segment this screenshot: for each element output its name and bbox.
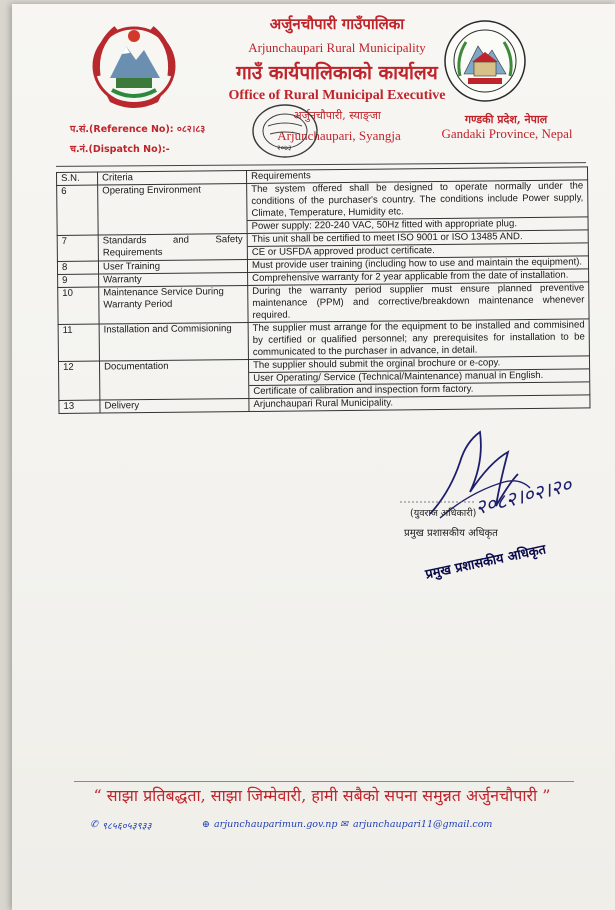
official-stamp-icon bbox=[250, 102, 320, 160]
address-nepali: अर्जुनचौपारी, स्याङ्जा bbox=[293, 109, 381, 122]
requirement-text: The supplier should submit the orginal brochure or e-copy. bbox=[252, 357, 501, 371]
footer-contacts bbox=[90, 819, 590, 835]
office-name-english: Office of Rural Municipal Executive bbox=[228, 88, 446, 103]
footer-divider bbox=[74, 781, 574, 782]
footer-website: arjunchauparimun.gov.np bbox=[214, 819, 338, 830]
requirements-table bbox=[56, 166, 591, 414]
requirement-text: The system offered shall be designed to operate normally under the conditions of the purchaser's country. The conditions include Power supply, Climate, Temperature, Humidity etc. bbox=[251, 180, 584, 219]
table-row bbox=[58, 319, 589, 362]
address-english: Arjunchaupari, Syangja bbox=[277, 128, 401, 143]
dispatch-number: च.नं.(Dispatch No):- bbox=[70, 144, 170, 155]
footer-email: arjunchaupari11@gmail.com bbox=[353, 819, 493, 830]
row-sn: 10 bbox=[58, 287, 99, 324]
footer-phone: ९८५६०५३९३३ bbox=[102, 821, 152, 832]
row-requirements bbox=[247, 180, 589, 234]
header-divider bbox=[56, 162, 586, 167]
signatory-name: (युवराज अधिकारी) bbox=[410, 508, 477, 519]
footer-motto: “ साझा प्रतिबद्धता, साझा जिम्मेवारी, हामी सबैको सपना समुन्नत अर्जुनचौपारी ” bbox=[93, 786, 551, 805]
header-sn: S.N. bbox=[57, 172, 98, 185]
globe-icon: ⊕ bbox=[202, 819, 210, 830]
office-name-nepali: गाउँ कार्यपालिकाको कार्यालय bbox=[236, 62, 438, 84]
municipality-seal-icon bbox=[442, 18, 528, 104]
row-requirements: Arjunchaupari Rural Municipality. bbox=[249, 395, 590, 412]
row-sn: 8 bbox=[57, 261, 98, 274]
row-requirements: During the warranty period supplier must ensure planned preventive maintenance (PPM) and corrective/breakdown maintenance whenever required. bbox=[248, 282, 589, 323]
row-sn: 12 bbox=[58, 361, 99, 400]
signatory-title: प्रमुख प्रशासकीय अधिकृत bbox=[404, 528, 498, 539]
table-row bbox=[57, 180, 588, 236]
header-requirements: Requirements bbox=[246, 167, 587, 184]
row-requirements bbox=[248, 356, 589, 399]
document-page bbox=[12, 4, 615, 910]
letterhead bbox=[12, 4, 615, 164]
requirement-text: This unit shall be certified to meet ISO 9001 or ISO 13485 AND. bbox=[251, 231, 523, 245]
row-requirements: The supplier must arrange for the equipment to be installed and commisined by certified or qualified personnel; any prerequisites for installation to be communicated to the purchaser in advance, in detail. bbox=[248, 319, 589, 360]
row-criteria: User Training bbox=[98, 260, 247, 275]
province-english: Gandaki Province, Nepal bbox=[441, 126, 573, 141]
row-sn: 13 bbox=[59, 400, 100, 413]
reference-number: प.सं.(Reference No): ०८२।८३ bbox=[70, 124, 206, 135]
province-nepali: गण्डकी प्रदेश, नेपाल bbox=[464, 113, 548, 126]
row-criteria: Standards and Safety Requirements bbox=[98, 234, 247, 262]
row-criteria: Documentation bbox=[99, 359, 248, 400]
requirement-extra: CE or USFDA approved product certificate. bbox=[248, 242, 588, 259]
row-criteria: Installation and Commisioning bbox=[99, 322, 248, 361]
row-sn: 7 bbox=[57, 235, 98, 261]
signatory-stamp: प्रमुख प्रशासकीय अधिकृत bbox=[424, 542, 548, 583]
table-row bbox=[58, 282, 589, 325]
row-requirements: Comprehensive warranty for 2 year applicable from the date of installation. bbox=[248, 269, 589, 286]
row-sn: 6 bbox=[57, 185, 99, 235]
table-row bbox=[58, 356, 589, 401]
row-criteria: Operating Environment bbox=[98, 184, 248, 236]
nepal-emblem-icon bbox=[86, 16, 182, 112]
phone-icon: ✆ bbox=[90, 819, 98, 830]
requirement-extra-2: Certificate of calibration and inspection form factory. bbox=[249, 381, 589, 398]
row-requirements bbox=[247, 230, 588, 260]
row-requirements: Must provide user training (including how to use and maintain the equipment). bbox=[247, 256, 588, 273]
requirement-extra: User Operating/ Service (Technical/Maintenance) manual in English. bbox=[249, 368, 589, 385]
requirement-extra: Power supply: 220-240 VAC, 50Hz fitted with appropriate plug. bbox=[248, 216, 588, 233]
row-criteria: Warranty bbox=[99, 272, 248, 287]
municipality-name-english: Arjunchaupari Rural Municipality bbox=[248, 40, 426, 55]
row-criteria: Delivery bbox=[100, 398, 249, 413]
row-sn: 9 bbox=[58, 274, 99, 287]
signature-date: २०८२।०२।२० bbox=[472, 472, 574, 520]
mail-icon: ✉ bbox=[340, 819, 348, 830]
municipality-name-nepali: अर्जुनचौपारी गाउँपालिका bbox=[269, 15, 405, 33]
svg-text:२०७३: २०७३ bbox=[277, 144, 292, 152]
header-criteria: Criteria bbox=[98, 171, 247, 186]
row-criteria: Maintenance Service During Warranty Period bbox=[99, 285, 248, 324]
row-sn: 11 bbox=[58, 324, 99, 361]
